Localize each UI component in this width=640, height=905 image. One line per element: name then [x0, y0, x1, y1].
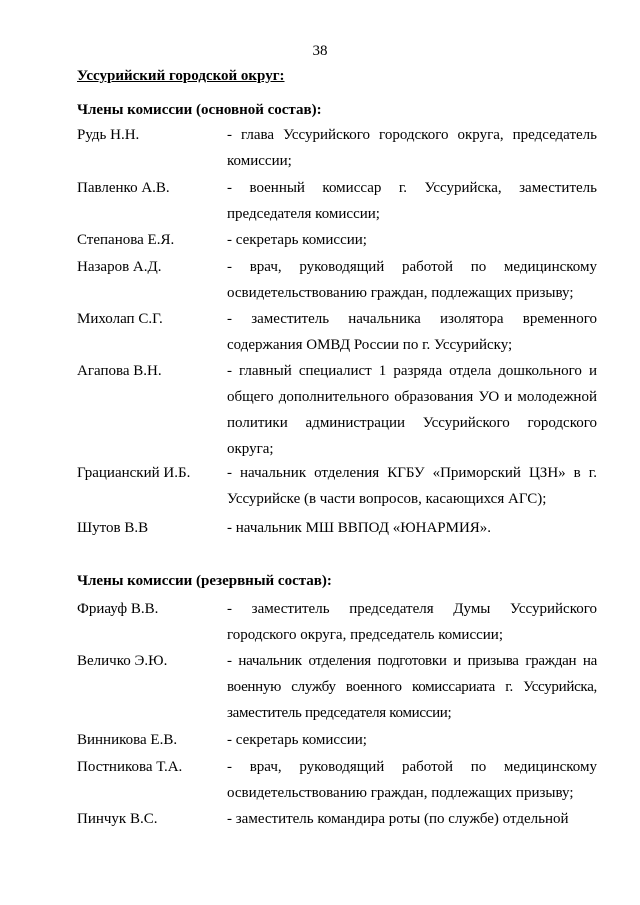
member-name: Величко Э.Ю.: [77, 653, 168, 669]
member-role: - врач, руководящий работой по медицинскому освидетельствованию граждан, подлежащих призыву;: [227, 259, 597, 301]
member-role: - секретарь комиссии;: [227, 732, 367, 748]
reserve-section-heading: Члены комиссии (резервный состав):: [77, 573, 332, 589]
member-name: Винникова Е.В.: [77, 732, 178, 748]
member-role: - заместитель командира роты (по службе) отдельной: [227, 811, 569, 827]
member-name: Михолап С.Г.: [77, 311, 163, 327]
member-role: - начальник МШ ВВПОД «ЮНАРМИЯ».: [227, 520, 492, 536]
member-name: Грацианский И.Б.: [77, 465, 191, 481]
page-number: 38: [312, 43, 328, 59]
member-role: - начальник отделения подготовки и призыва граждан на военную службу военного комиссариата г. Уссурийска, заместитель председателя комиссии;: [227, 653, 597, 721]
main-section-heading: Члены комиссии (основной состав):: [77, 102, 322, 118]
member-role: - глава Уссурийского городского округа, председатель комиссии;: [227, 127, 597, 169]
member-role: - главный специалист 1 разряда отдела дошкольного и общего дополнительного образования УО и молодежной политики администрации Уссурийского городского округа;: [227, 363, 597, 457]
member-name: Фриауф В.В.: [77, 601, 159, 617]
member-name: Пинчук В.С.: [77, 811, 158, 827]
member-name: Агапова В.Н.: [77, 363, 162, 379]
region-title: Уссурийский городской округ:: [77, 68, 285, 84]
member-role: - врач, руководящий работой по медицинскому освидетельствованию граждан, подлежащих призыву;: [227, 759, 597, 801]
member-name: Шутов В.В: [77, 520, 149, 536]
member-role: - начальник отделения КГБУ «Приморский ЦЗН» в г. Уссурийске (в части вопросов, касающихся АГС);: [227, 465, 597, 507]
member-role: - заместитель председателя Думы Уссурийского городского округа, председатель комиссии;: [227, 601, 597, 643]
member-role: - военный комиссар г. Уссурийска, заместитель председателя комиссии;: [227, 180, 597, 222]
member-name: Павленко А.В.: [77, 180, 170, 196]
member-name: Постникова Т.А.: [77, 759, 183, 775]
member-role: - заместитель начальника изолятора временного содержания ОМВД России по г. Уссурийску;: [227, 311, 597, 353]
member-role: - секретарь комиссии;: [227, 232, 367, 248]
member-name: Степанова Е.Я.: [77, 232, 175, 248]
member-name: Назаров А.Д.: [77, 259, 162, 275]
member-name: Рудь Н.Н.: [77, 127, 140, 143]
